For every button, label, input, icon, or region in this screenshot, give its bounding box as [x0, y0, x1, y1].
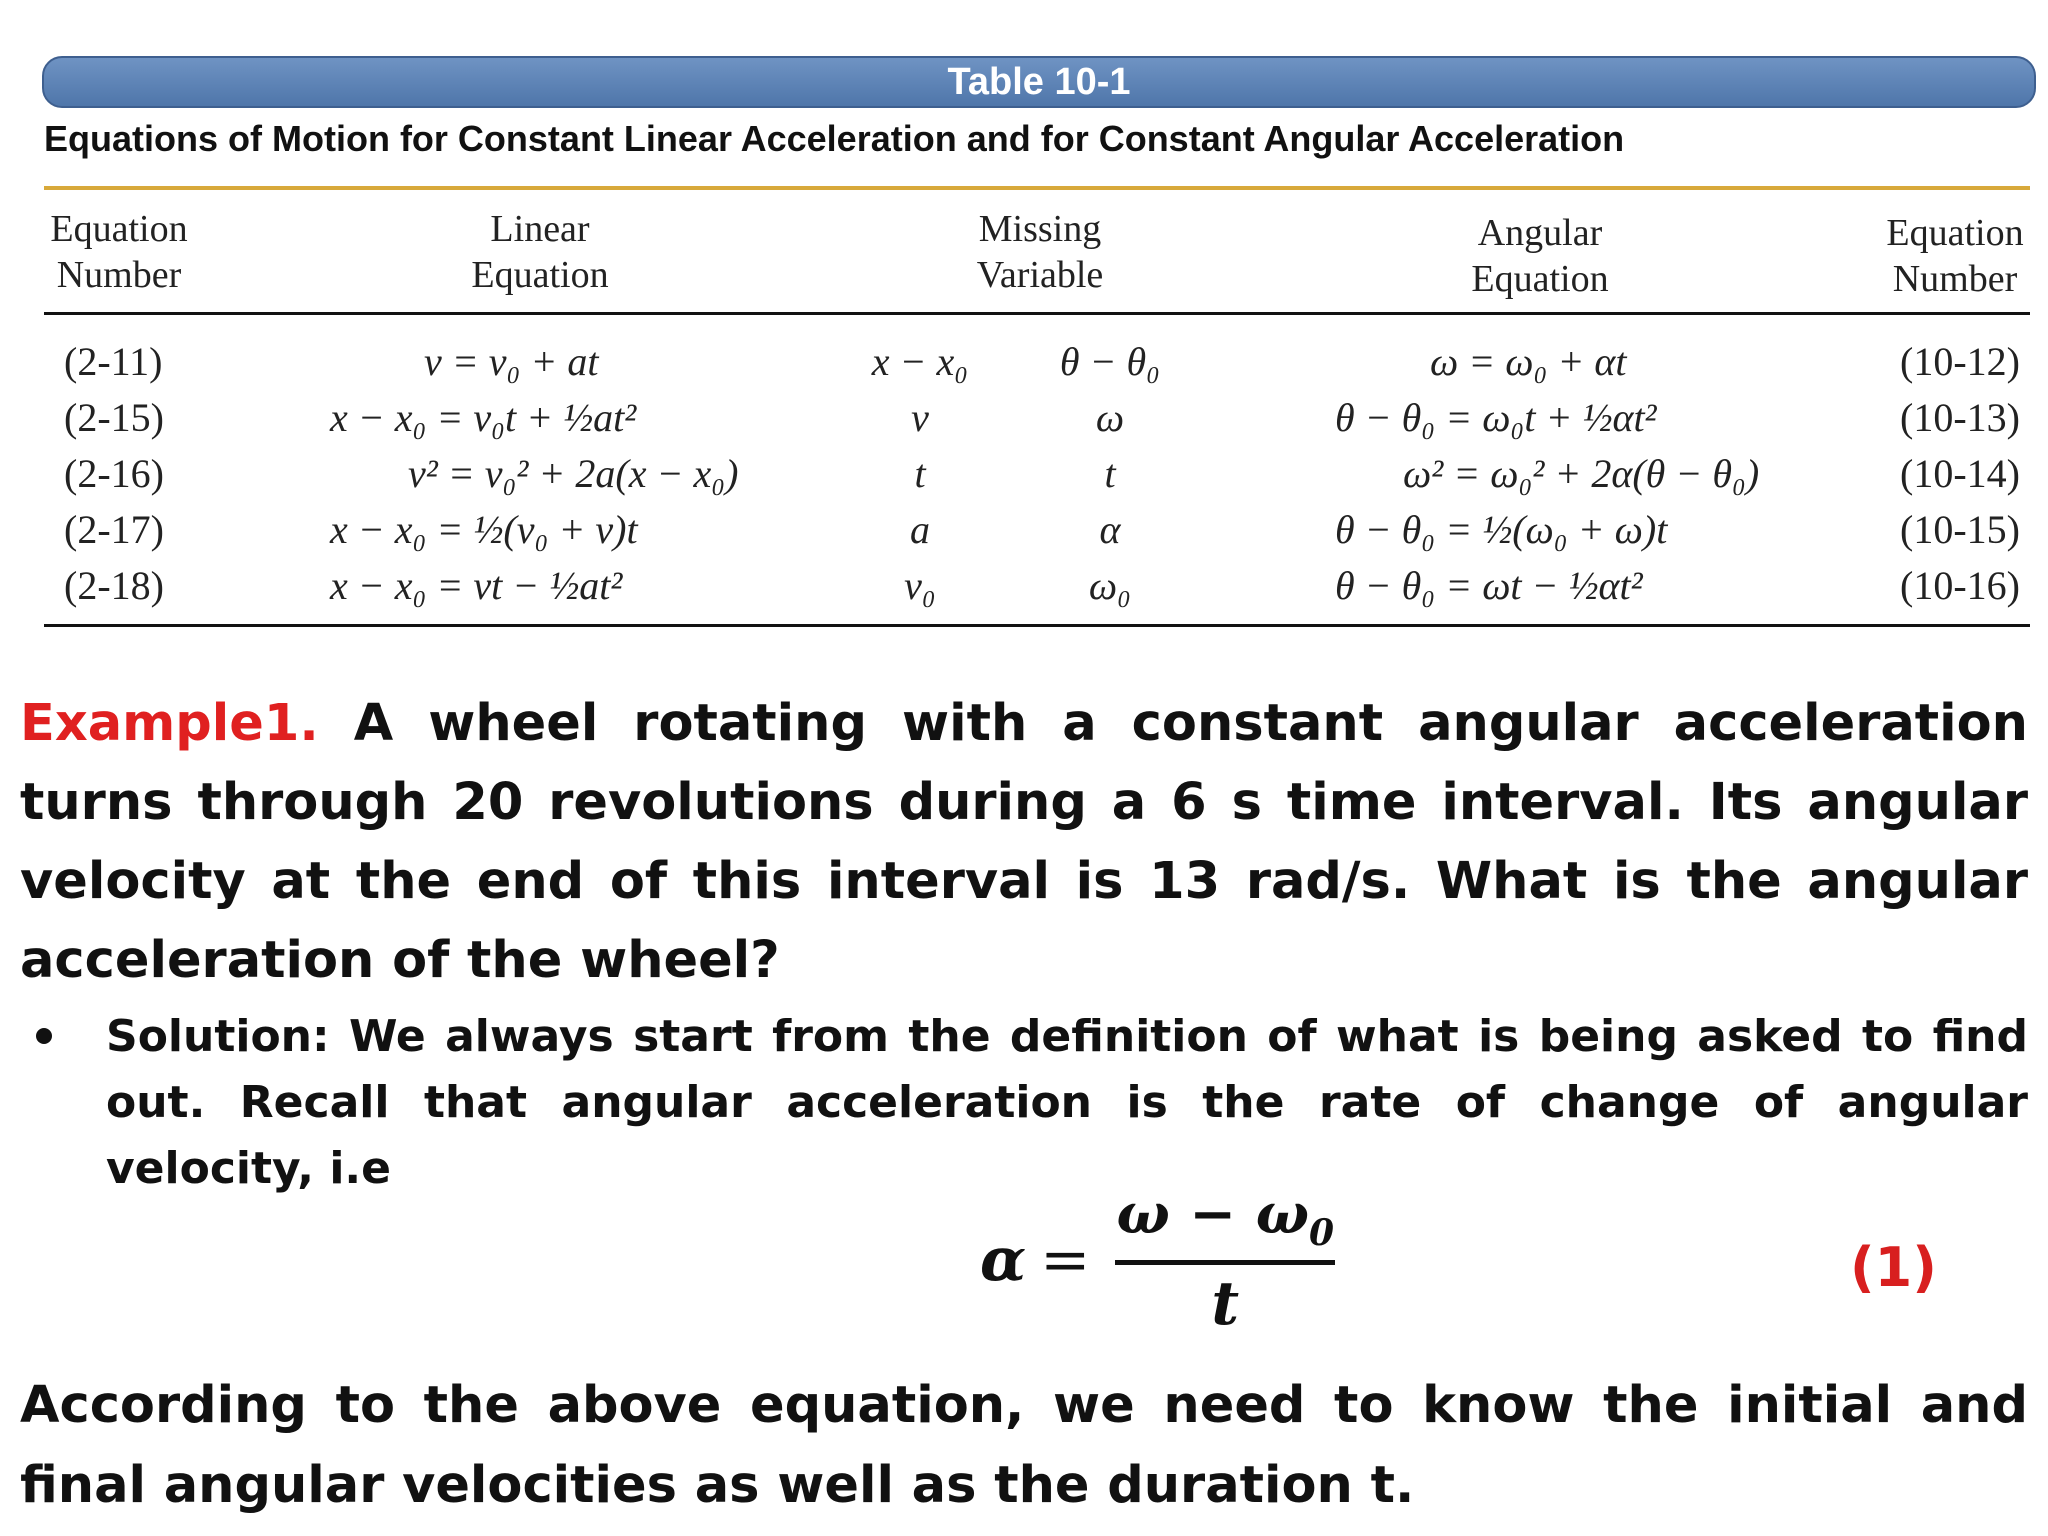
column-linear-equations: [330, 334, 738, 614]
example-paragraph: [20, 684, 2028, 1000]
table-caption: Equations of Motion for Constant Linear Acceleration and for Constant Angular Acceleration: [44, 118, 1625, 159]
header-equation-number-left: Equation Number: [50, 208, 188, 296]
formula-denominator: t: [1211, 1269, 1240, 1340]
table-cell: (2-11): [64, 339, 163, 384]
header-divider: [44, 312, 2030, 315]
column-missing-angular: [1050, 334, 1170, 614]
table-cell: x − x₀ = vt − ½at²: [330, 563, 623, 608]
table-cell: θ − θ₀ = ωt − ½αt²: [1335, 563, 1643, 608]
table-cell: (2-18): [64, 563, 164, 608]
column-right-numbers: [1900, 334, 2020, 614]
header-linear-equation: Linear Equation: [471, 208, 609, 296]
table-cell: θ − θ₀: [1059, 339, 1161, 384]
table-cell: v² = v₀² + 2a(x − x₀): [408, 451, 739, 496]
bullet-dot-icon: [36, 1028, 52, 1044]
table-cell: v₀: [904, 563, 936, 608]
table-cell: x − x₀ = v₀t + ½at²: [330, 395, 637, 440]
table-cell: α: [1099, 507, 1121, 552]
table-title: Table 10-1: [947, 60, 1131, 103]
conclusion-paragraph: According to the above equation, we need to know the initial and final angular velocities as well as the duration t.: [20, 1376, 2028, 1515]
formula-number: (1): [1850, 1236, 1937, 1299]
table-cell: t: [914, 451, 926, 496]
table-cell: θ − θ₀ = ½(ω₀ + ω)t: [1335, 507, 1668, 552]
table-cell: (10-16): [1900, 563, 2020, 608]
column-left-numbers: [64, 334, 164, 614]
formula-lhs: α: [980, 1225, 1027, 1295]
table-cell: ω: [1095, 395, 1125, 440]
table-cell: a: [910, 507, 930, 552]
column-angular-equations: [1335, 334, 1759, 614]
table-cell: ω = ω₀ + αt: [1430, 339, 1627, 384]
table-bottom-rule: [44, 624, 2030, 627]
example-text: A wheel rotating with a constant angular acceleration turns through 20 revolutions during a 6 s time interval. Its angular velocity at the end of this interval is 13 rad/s. What is the angular acceleration of the wheel?: [20, 694, 2028, 990]
table-cell: (10-13): [1900, 395, 2020, 440]
formula-numerator: $\omega - \omega_0$: [1116, 1180, 1335, 1255]
table-cell: ω² = ω₀² + 2α(θ − θ₀): [1403, 451, 1760, 496]
solution-text: Solution: We always start from the definition of what is being asked to find out. Recall that angular acceleration is the rate of change of angular velocity, i.e: [106, 1011, 2028, 1194]
table-cell: v = v₀ + at: [424, 339, 599, 384]
angular-acceleration-formula: [980, 1180, 1344, 1340]
table-cell: θ − θ₀ = ω₀t + ½αt²: [1335, 395, 1657, 440]
formula-fraction: [1106, 1181, 1344, 1339]
example-label: Example1.: [20, 694, 319, 753]
table-cell: t: [1104, 451, 1116, 496]
table-cell: x − x₀: [871, 339, 969, 384]
header-angular-equation: Angular Equation: [1471, 212, 1609, 300]
table-cell: x − x₀ = ½(v₀ + v)t: [330, 507, 638, 552]
table-cell: (10-15): [1900, 507, 2020, 552]
table-cell: (2-17): [64, 507, 164, 552]
table-cell: v: [911, 395, 929, 440]
table-cell: ω₀: [1088, 563, 1132, 608]
formula-equals: =: [1040, 1225, 1091, 1295]
table-cell: (10-14): [1900, 451, 2020, 496]
header-missing-variable: Missing Variable: [976, 208, 1104, 296]
table-cell: (2-15): [64, 395, 164, 440]
table-banner: [42, 56, 2036, 108]
column-missing-linear: [860, 334, 980, 614]
table-cell: (10-12): [1900, 339, 2020, 384]
table-cell: (2-16): [64, 451, 164, 496]
header-equation-number-right: Equation Number: [1886, 212, 2024, 300]
caption-divider: [44, 186, 2030, 190]
